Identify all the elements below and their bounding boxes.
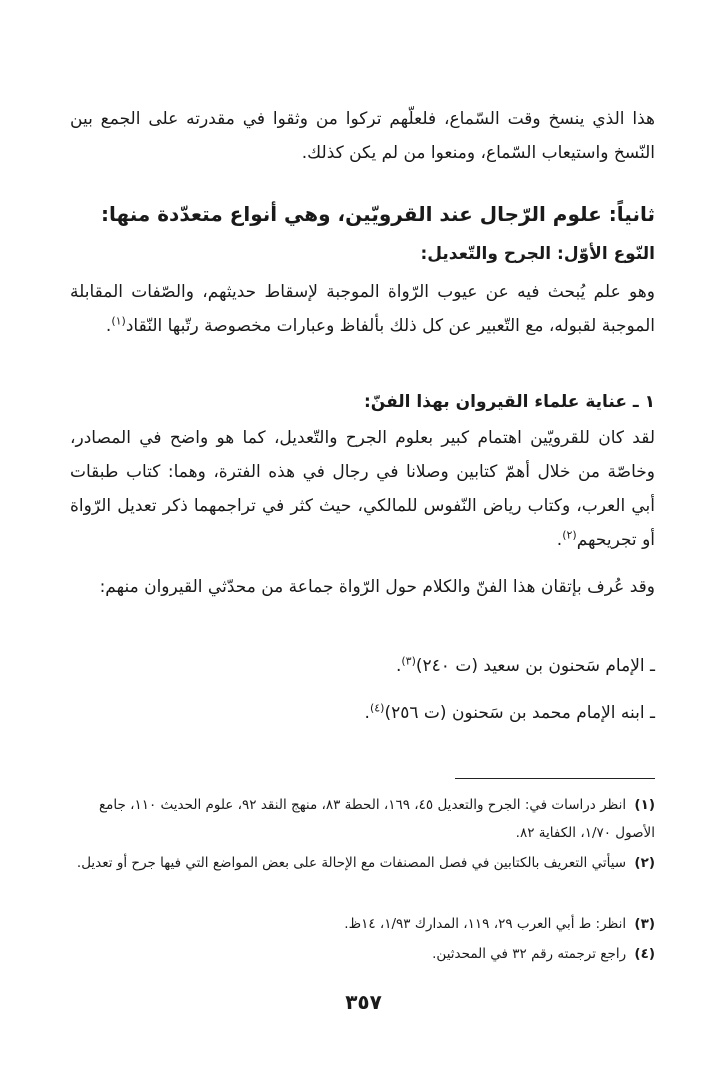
footnote-4: (٤) راجع ترجمته رقم ٣٢ في المحدثين. [432, 946, 655, 962]
type-one-paragraph: وهو علم يُبحث فيه عن عيوب الرّواة الموجبة لإسقاط حديثهم، والصّفات المقابلة الموجبة لقبوله، مع التّعبير عن كل ذلك بألفاظ وعبارات مخصوصة رتّبها النّقاد$^{(١)}$. [70, 282, 655, 336]
intro-paragraph: هذا الذي ينسخ وقت السّماع، فلعلّهم تركوا من وثقوا في مقدرته على الجمع بين النّسخ واستيعاب السّماع، ومنعوا من لم يكن كذلك. [70, 109, 655, 163]
list-item: ـ ابنه الإمام محمد بن سَحنون (ت ٢٥٦)$^{(٤)}$. [364, 701, 655, 723]
page-number: ٣٥٧ [345, 990, 382, 1014]
footnote-1: (١) انظر دراسات في: الجرح والتعديل ٤٥، ١٦٩، الحطة ٨٣، منهج النقد ٩٢، علوم الحديث ١١٠، جامع الأصول ١/٧٠، الكفاية ٨٢. [98, 797, 655, 841]
footnote-divider [455, 778, 655, 779]
subsection-paragraph-2: وقد عُرف بإتقان هذا الفنّ والكلام حول الرّواة جماعة من محدّثي القيروان منهم: [99, 577, 655, 597]
subsection-paragraph-1: لقد كان للقرويّين اهتمام كبير بعلوم الجرح والتّعديل، كما هو واضح في المصادر، وخاصّة من خلال أهمّ كتابين وصلانا في رجال في هذه الفترة، وهما: كتاب طبقات أبي العرب، وكتاب رياض النّفوس للمالكي، حيث كثر في تراجمهما ذكر تعديل الرّواة أو تجريحهم$^{(٢)}$. [70, 428, 655, 550]
footnote-3: (٣) انظر: ط أبي العرب ٢٩، ١١٩، المدارك ١/٩٣، ١٤ظ. [344, 916, 655, 932]
footnote-2: (٢) سيأتي التعريف بالكتابين في فصل المصنفات مع الإحالة على بعض المواضع التي فيها جرح أو تعديل. [76, 855, 655, 871]
type-one-heading: النّوع الأوّل: الجرح والتّعديل: [420, 244, 655, 264]
subsection-heading: ١ ـ عناية علماء القيروان بهذا الفنّ: [363, 392, 655, 412]
list-item: ـ الإمام سَحنون بن سعيد (ت ٢٤٠)$^{(٣)}$. [395, 654, 655, 676]
footnote-ref-3[interactable]: (٣) [401, 654, 416, 668]
footnote-ref-2[interactable]: (٢) [562, 528, 577, 542]
footnote-ref-4[interactable]: (٤) [369, 701, 385, 715]
footnote-ref-1[interactable]: (١) [111, 314, 126, 328]
section-heading: ثانياً: علوم الرّجال عند القرويّين، وهي أنواع متعدّدة منها: [101, 202, 655, 226]
